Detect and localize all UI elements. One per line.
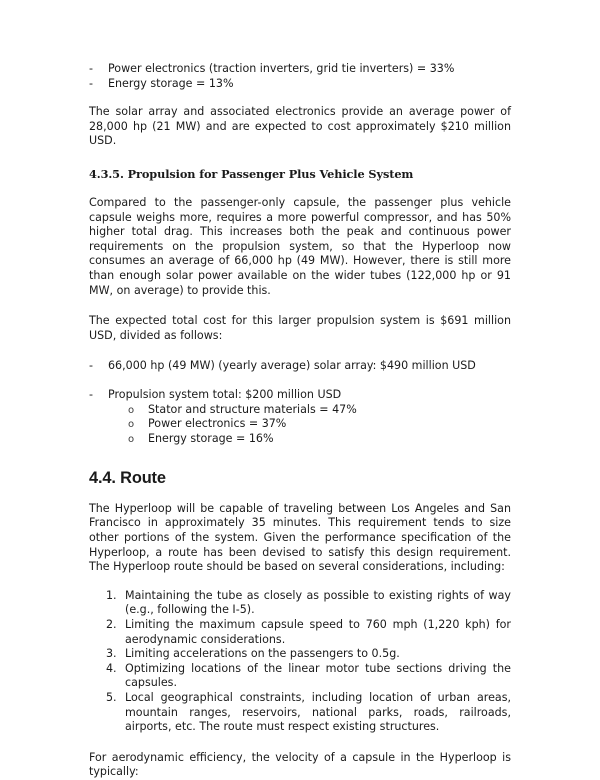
propulsion-breakdown-sublist	[89, 403, 511, 447]
sub-list-item: o Energy storage = 16%	[89, 432, 511, 447]
sub-list-item: o Stator and structure materials = 47%	[89, 403, 511, 418]
list-item-text: Limiting the maximum capsule speed to 760 mph (1,220 kph) for aerodynamic considerations.	[125, 618, 511, 646]
spacer	[89, 735, 511, 751]
list-item: - 66,000 hp (49 MW) (yearly average) solar array: $490 million USD	[89, 359, 511, 374]
spacer	[89, 182, 511, 196]
propulsion-total-list	[89, 388, 511, 403]
spacer	[89, 488, 511, 502]
numbered-list-item	[89, 618, 511, 647]
list-item-number: 4.	[106, 661, 117, 675]
list-item-number: 5.	[106, 691, 117, 705]
route-considerations-list	[89, 589, 511, 735]
section-heading-4-3-5: 4.3.5. Propulsion for Passenger Plus Vehicle System	[89, 166, 414, 181]
cost-intro-paragraph: The expected total cost for this larger propulsion system is $691 million USD, divided as follows:	[89, 314, 511, 342]
spacer	[89, 447, 511, 468]
list-item-number: 1.	[106, 588, 117, 602]
solar-array-paragraph: The solar array and associated electronics provide an average power of 28,000 hp (21 MW) and are expected to cost approximately $210 million USD.	[89, 105, 511, 148]
list-item: - Propulsion system total: $200 million USD	[89, 388, 511, 403]
list-item-number: 3.	[106, 647, 117, 661]
list-item-text: Optimizing locations of the linear motor tube sections driving the capsules.	[125, 661, 511, 690]
list-item-text: Limiting accelerations on the passengers to 0.5g.	[125, 647, 400, 661]
page-content	[89, 62, 511, 780]
list-item-text: Local geographical constraints, including location of urban areas, mountain ranges, reservoirs, national parks, roads, railroads, airports, etc. The route must respect existing structures.	[125, 691, 511, 734]
spacer	[89, 343, 511, 359]
list-item: - Power electronics (traction inverters, grid tie inverters) = 33%	[89, 62, 511, 77]
spacer	[89, 149, 511, 167]
numbered-list-item	[89, 691, 511, 735]
section-heading-4-4: 4.4. Route	[89, 468, 166, 487]
section-4-4-paragraph: The Hyperloop will be capable of traveling between Los Angeles and San Francisco in approximately 35 minutes. This requirement tends to size other portions of the system. Given the performance specification of the Hyperloop, a route has been devised to satisfy this design requirement. The Hyperloop route should be based on several considerations, including:	[89, 501, 511, 574]
cost-breakdown-list-top	[89, 62, 511, 91]
spacer	[89, 91, 511, 105]
list-item-number: 2.	[106, 618, 117, 632]
spacer	[89, 298, 511, 314]
numbered-list-item	[89, 662, 511, 691]
list-item: - Energy storage = 13%	[89, 77, 511, 92]
spacer	[89, 374, 511, 388]
sub-list-item: o Power electronics = 37%	[89, 417, 511, 432]
cost-items-list	[89, 359, 511, 374]
closing-paragraph: For aerodynamic efficiency, the velocity of a capsule in the Hyperloop is typically:	[89, 750, 511, 779]
spacer	[89, 575, 511, 589]
list-item-text: Maintaining the tube as closely as possible to existing rights of way (e.g., following the I-5).	[125, 588, 511, 617]
numbered-list-item	[89, 647, 511, 662]
section-4-3-5-paragraph: Compared to the passenger-only capsule, the passenger plus vehicle capsule weighs more, requires a more powerful compressor, and has 50% higher total drag. This increases both the peak and continuous power requirements on the propulsion system, so that the Hyperloop now consumes an average of 66,000 hp (49 MW). However, there is still more than enough solar power available on the wider tubes (122,000 hp or 91 MW, on average) to provide this.	[89, 195, 511, 297]
numbered-list-item	[89, 589, 511, 618]
